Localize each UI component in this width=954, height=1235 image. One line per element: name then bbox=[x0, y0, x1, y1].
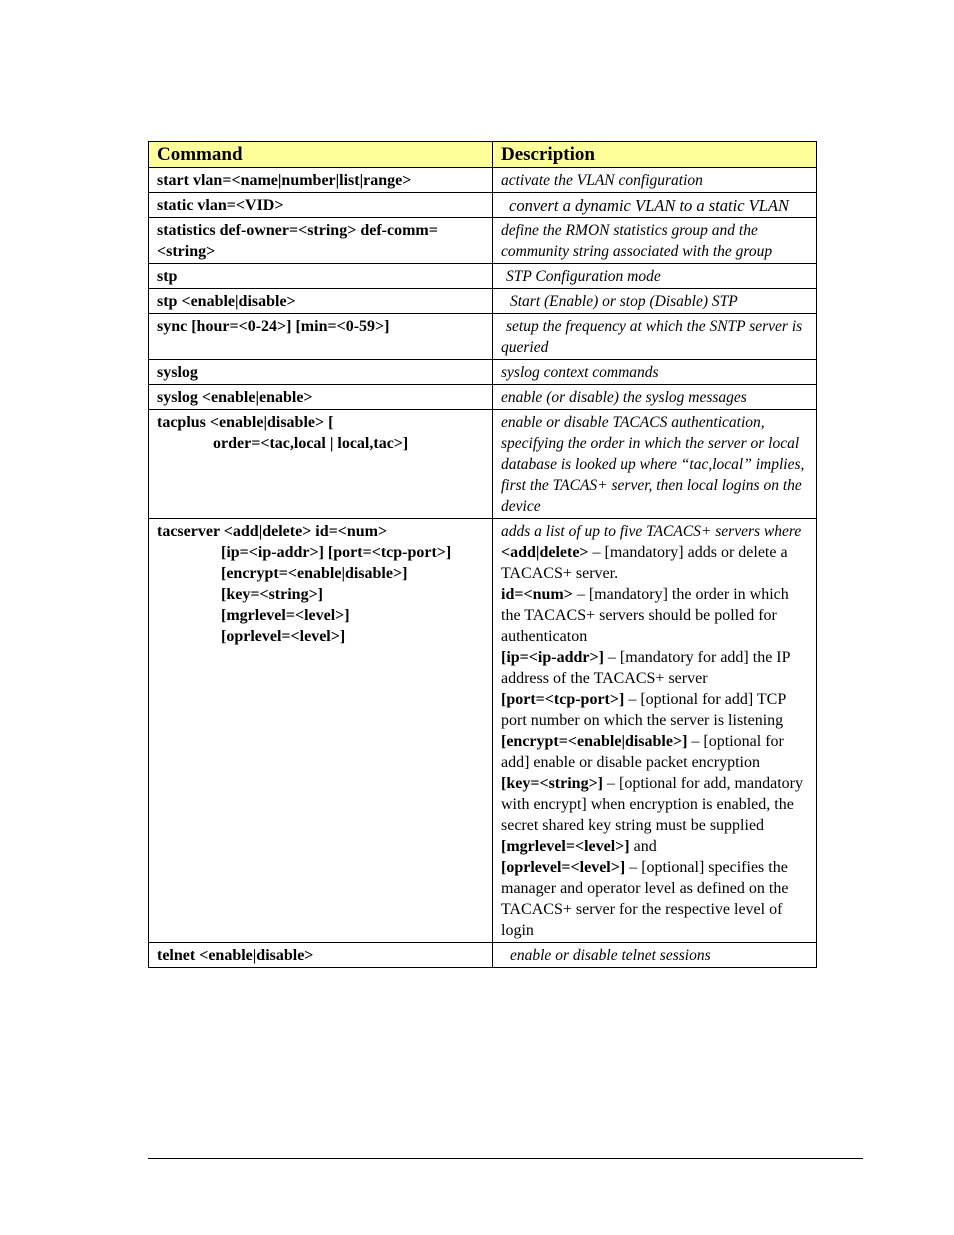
description-cell bbox=[493, 519, 817, 943]
command-cell: syslog bbox=[149, 360, 493, 385]
command-cell bbox=[149, 410, 493, 519]
param-list bbox=[501, 542, 808, 941]
header-description: Description bbox=[493, 142, 817, 168]
command-cell: telnet <enable|disable> bbox=[149, 943, 493, 968]
description-cell: activate the VLAN configuration bbox=[493, 168, 817, 193]
description-cell: define the RMON statistics group and the community string associated with the group bbox=[493, 218, 817, 264]
param-text: – [optional for add] enable or disable packet encryption bbox=[501, 733, 784, 771]
table-row bbox=[149, 168, 817, 193]
command-cell: stp bbox=[149, 264, 493, 289]
param-term: [mgrlevel=<level>] bbox=[501, 838, 630, 855]
command-cell: static vlan=<VID> bbox=[149, 193, 493, 218]
description-cell: enable (or disable) the syslog messages bbox=[493, 385, 817, 410]
param-text: – [optional for add, mandatory with encrypt] when encryption is enabled, the secret shared key string must be supplied bbox=[501, 775, 803, 834]
table-row bbox=[149, 218, 817, 264]
header-command: Command bbox=[149, 142, 493, 168]
table-row bbox=[149, 193, 817, 218]
param-text: – [optional] specifies the manager and operator level as defined on the TACACS+ server for the respective level of login bbox=[501, 859, 789, 939]
description-cell: setup the frequency at which the SNTP server is queried bbox=[493, 314, 817, 360]
command-line-text: [ip=<ip-addr>] [port=<tcp-port>] bbox=[221, 544, 452, 561]
command-line: tacplus <enable|disable> [ bbox=[157, 414, 334, 431]
param-text: – [mandatory] adds or delete a TACACS+ server. bbox=[501, 544, 788, 582]
command-line bbox=[157, 542, 484, 563]
command-cell: sync [hour=<0-24>] [min=<0-59>] bbox=[149, 314, 493, 360]
param-text: – [mandatory] the order in which the TACACS+ servers should be polled for authenticaton bbox=[501, 586, 789, 645]
param-term: id=<num> bbox=[501, 586, 573, 603]
param-text: – [mandatory for add] the IP address of the TACACS+ server bbox=[501, 649, 790, 687]
param-term: [ip=<ip-addr>] bbox=[501, 649, 604, 666]
command-line: tacserver <add|delete> id=<num> bbox=[157, 523, 388, 540]
description-intro: adds a list of up to five TACACS+ servers where bbox=[501, 523, 802, 540]
table-header-row bbox=[149, 142, 817, 168]
table-row bbox=[149, 519, 817, 943]
table-row bbox=[149, 264, 817, 289]
description-cell: enable or disable telnet sessions bbox=[493, 943, 817, 968]
command-cell: statistics def-owner=<string> def-comm=<string> bbox=[149, 218, 493, 264]
table-row bbox=[149, 314, 817, 360]
param-term: <add|delete> bbox=[501, 544, 589, 561]
command-line: [oprlevel=<level>] bbox=[221, 628, 346, 645]
description-cell: syslog context commands bbox=[493, 360, 817, 385]
description-cell: enable or disable TACACS authentication, specifying the order in which the server or local database is looked up where “tac,local” implies, first the TACAS+ server, then local logins on the device bbox=[493, 410, 817, 519]
command-cell bbox=[149, 519, 493, 943]
description-cell: Start (Enable) or stop (Disable) STP bbox=[493, 289, 817, 314]
param-term: [port=<tcp-port>] bbox=[501, 691, 625, 708]
description-cell: convert a dynamic VLAN to a static VLAN bbox=[493, 193, 817, 218]
command-line: order=<tac,local | local,tac>] bbox=[213, 435, 409, 452]
command-cell: syslog <enable|enable> bbox=[149, 385, 493, 410]
table-row bbox=[149, 385, 817, 410]
param-term: [encrypt=<enable|disable>] bbox=[501, 733, 688, 750]
command-cell: start vlan=<name|number|list|range> bbox=[149, 168, 493, 193]
param-text: and bbox=[629, 838, 657, 855]
table-row bbox=[149, 410, 817, 519]
table-row bbox=[149, 360, 817, 385]
footer-divider bbox=[148, 1158, 863, 1159]
param-term: [key=<string>] bbox=[501, 775, 604, 792]
param-term: [oprlevel=<level>] bbox=[501, 859, 626, 876]
description-cell: STP Configuration mode bbox=[493, 264, 817, 289]
command-reference-table bbox=[148, 141, 817, 968]
command-cell: stp <enable|disable> bbox=[149, 289, 493, 314]
command-line: [key=<string>] bbox=[221, 586, 324, 603]
command-line: [encrypt=<enable|disable>] bbox=[221, 565, 408, 582]
table-row bbox=[149, 943, 817, 968]
param-text: – [optional for add] TCP port number on which the server is listening bbox=[501, 691, 786, 729]
table-row bbox=[149, 289, 817, 314]
command-line: [mgrlevel=<level>] bbox=[221, 607, 350, 624]
